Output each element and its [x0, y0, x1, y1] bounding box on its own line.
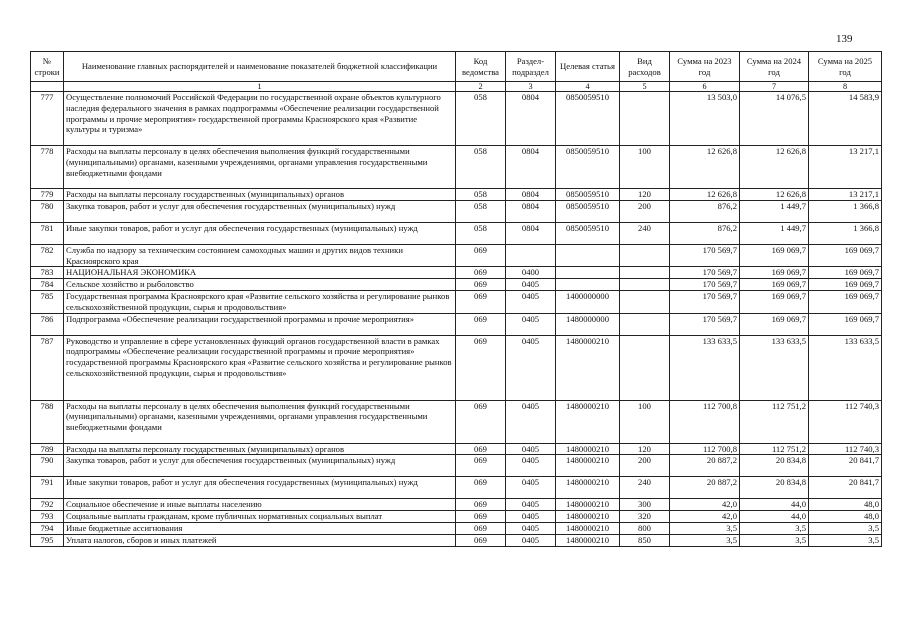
cell-expense-type: 200 [620, 200, 670, 222]
table-row [31, 534, 882, 546]
cell-row-number: 777 [31, 92, 64, 146]
cell-row-number: 792 [31, 499, 64, 511]
cell-target-article: 0850059510 [556, 189, 620, 201]
cell-expense-type: 100 [620, 146, 670, 189]
header-sum-2023: Сумма на 2023 год [670, 52, 740, 82]
cell-section: 0405 [506, 443, 556, 455]
cell-target-article [556, 267, 620, 279]
cell-target-article [556, 244, 620, 267]
cell-target-article: 0850059510 [556, 200, 620, 222]
table-row [31, 290, 882, 313]
cell-sum-2023: 112 700,8 [670, 443, 740, 455]
table-row [31, 200, 882, 222]
cell-sum-2025: 133 633,5 [809, 335, 882, 400]
cell-name: Расходы на выплаты персоналу государственных (муниципальных) органов [64, 189, 456, 201]
cell-name: Государственная программа Красноярского края «Развитие сельского хозяйства и регулирование рынков сельскохозяйственной продукции, сырья и продовольствия» [64, 290, 456, 313]
cell-sum-2023: 3,5 [670, 534, 740, 546]
cell-department-code: 069 [456, 335, 506, 400]
cell-name: Расходы на выплаты персоналу в целях обеспечения выполнения функций государственными (муниципальными) органами, казенными учреждениями, органами управления государственными внебюджетными фондами [64, 400, 456, 443]
header-department-code: Код ведомства [456, 52, 506, 82]
cell-section: 0405 [506, 511, 556, 523]
cell-sum-2023: 876,2 [670, 222, 740, 244]
cell-department-code: 058 [456, 146, 506, 189]
table-row [31, 499, 882, 511]
table-row [31, 313, 882, 335]
cell-sum-2024: 1 449,7 [740, 222, 809, 244]
cell-name: Уплата налогов, сборов и иных платежей [64, 534, 456, 546]
cell-row-number: 779 [31, 189, 64, 201]
table-row [31, 92, 882, 146]
cell-row-number: 778 [31, 146, 64, 189]
cell-target-article: 1480000210 [556, 522, 620, 534]
cell-name: Сельское хозяйство и рыболовство [64, 279, 456, 291]
cell-target-article: 1400000000 [556, 290, 620, 313]
cell-sum-2024: 112 751,2 [740, 400, 809, 443]
table-row [31, 335, 882, 400]
cell-target-article: 1480000210 [556, 511, 620, 523]
table-row [31, 146, 882, 189]
header-name: Наименование главных распорядителей и наименование показателей бюджетной классификации [64, 52, 456, 82]
cell-sum-2023: 12 626,8 [670, 146, 740, 189]
cell-target-article: 0850059510 [556, 92, 620, 146]
header-sum-2025: Сумма на 2025 год [809, 52, 882, 82]
cell-name: НАЦИОНАЛЬНАЯ ЭКОНОМИКА [64, 267, 456, 279]
cell-expense-type: 800 [620, 522, 670, 534]
cell-row-number: 780 [31, 200, 64, 222]
cell-row-number: 791 [31, 477, 64, 499]
cell-row-number: 794 [31, 522, 64, 534]
cell-department-code: 069 [456, 477, 506, 499]
cell-sum-2024: 112 751,2 [740, 443, 809, 455]
cell-sum-2025: 112 740,3 [809, 443, 882, 455]
cell-sum-2024: 44,0 [740, 511, 809, 523]
cell-sum-2025: 3,5 [809, 534, 882, 546]
cell-expense-type: 240 [620, 222, 670, 244]
column-number: 2 [456, 82, 506, 92]
cell-sum-2025: 48,0 [809, 499, 882, 511]
cell-sum-2024: 3,5 [740, 534, 809, 546]
cell-department-code: 069 [456, 455, 506, 477]
cell-sum-2023: 170 569,7 [670, 267, 740, 279]
cell-target-article: 1480000000 [556, 313, 620, 335]
cell-section: 0405 [506, 400, 556, 443]
cell-sum-2024: 44,0 [740, 499, 809, 511]
column-number: 7 [740, 82, 809, 92]
cell-row-number: 787 [31, 335, 64, 400]
cell-target-article: 1480000210 [556, 400, 620, 443]
column-number: 5 [620, 82, 670, 92]
cell-section: 0405 [506, 534, 556, 546]
cell-sum-2025: 169 069,7 [809, 244, 882, 267]
cell-row-number: 790 [31, 455, 64, 477]
cell-expense-type: 240 [620, 477, 670, 499]
cell-name: Иные закупки товаров, работ и услуг для обеспечения государственных (муниципальных) нужд [64, 477, 456, 499]
cell-section: 0405 [506, 313, 556, 335]
cell-sum-2024: 14 076,5 [740, 92, 809, 146]
table-row [31, 455, 882, 477]
cell-expense-type [620, 279, 670, 291]
cell-sum-2023: 42,0 [670, 499, 740, 511]
cell-department-code: 069 [456, 244, 506, 267]
cell-department-code: 069 [456, 400, 506, 443]
cell-sum-2024: 12 626,8 [740, 146, 809, 189]
cell-sum-2025: 20 841,7 [809, 477, 882, 499]
table-row [31, 477, 882, 499]
cell-name: Иные бюджетные ассигнования [64, 522, 456, 534]
cell-sum-2025: 169 069,7 [809, 279, 882, 291]
cell-section: 0405 [506, 477, 556, 499]
cell-expense-type: 200 [620, 455, 670, 477]
cell-target-article: 1480000210 [556, 477, 620, 499]
cell-row-number: 783 [31, 267, 64, 279]
cell-row-number: 788 [31, 400, 64, 443]
cell-sum-2024: 133 633,5 [740, 335, 809, 400]
cell-sum-2023: 112 700,8 [670, 400, 740, 443]
cell-row-number: 795 [31, 534, 64, 546]
header-row-number: № строки [31, 52, 64, 82]
table-row [31, 222, 882, 244]
cell-name: Расходы на выплаты персоналу в целях обеспечения выполнения функций государственными (муниципальными) органами, казенными учреждениями, органами управления государственными внебюджетными фондами [64, 146, 456, 189]
cell-sum-2024: 169 069,7 [740, 313, 809, 335]
cell-section: 0405 [506, 279, 556, 291]
cell-row-number: 785 [31, 290, 64, 313]
cell-sum-2023: 12 626,8 [670, 189, 740, 201]
cell-name: Закупка товаров, работ и услуг для обеспечения государственных (муниципальных) нужд [64, 200, 456, 222]
cell-sum-2023: 42,0 [670, 511, 740, 523]
cell-department-code: 058 [456, 92, 506, 146]
cell-sum-2023: 13 503,0 [670, 92, 740, 146]
cell-section: 0405 [506, 522, 556, 534]
cell-department-code: 069 [456, 534, 506, 546]
cell-target-article: 0850059510 [556, 146, 620, 189]
cell-name: Расходы на выплаты персоналу государственных (муниципальных) органов [64, 443, 456, 455]
cell-sum-2023: 876,2 [670, 200, 740, 222]
cell-name: Руководство и управление в сфере установленных функций органов государственной власти в рамках подпрограммы «Обеспечение реализации государственной программы и прочие мероприятия» государственной программы Красноярского края «Развитие сельского хозяйства и регулирование рынков сельскохозяйственной продукции, сырья и продовольствия» [64, 335, 456, 400]
column-number: 8 [809, 82, 882, 92]
cell-sum-2025: 112 740,3 [809, 400, 882, 443]
cell-sum-2024: 3,5 [740, 522, 809, 534]
table-row [31, 189, 882, 201]
cell-sum-2025: 20 841,7 [809, 455, 882, 477]
cell-sum-2023: 170 569,7 [670, 279, 740, 291]
cell-row-number: 781 [31, 222, 64, 244]
cell-expense-type [620, 244, 670, 267]
header-section: Раздел-подраздел [506, 52, 556, 82]
cell-sum-2025: 3,5 [809, 522, 882, 534]
cell-target-article: 1480000210 [556, 534, 620, 546]
cell-expense-type: 120 [620, 189, 670, 201]
header-row [31, 52, 882, 82]
cell-sum-2023: 3,5 [670, 522, 740, 534]
cell-section: 0400 [506, 267, 556, 279]
cell-section: 0804 [506, 146, 556, 189]
cell-sum-2023: 20 887,2 [670, 455, 740, 477]
cell-sum-2024: 12 626,8 [740, 189, 809, 201]
cell-sum-2024: 169 069,7 [740, 290, 809, 313]
cell-expense-type: 100 [620, 400, 670, 443]
cell-sum-2023: 170 569,7 [670, 313, 740, 335]
cell-row-number: 789 [31, 443, 64, 455]
column-number: 3 [506, 82, 556, 92]
cell-sum-2025: 48,0 [809, 511, 882, 523]
table-row [31, 267, 882, 279]
cell-department-code: 069 [456, 499, 506, 511]
cell-target-article: 1480000210 [556, 499, 620, 511]
column-number [31, 82, 64, 92]
cell-department-code: 058 [456, 200, 506, 222]
header-expense-type: Вид расходов [620, 52, 670, 82]
cell-sum-2023: 170 569,7 [670, 290, 740, 313]
cell-target-article: 1480000210 [556, 443, 620, 455]
cell-sum-2025: 1 366,8 [809, 200, 882, 222]
cell-section: 0405 [506, 335, 556, 400]
cell-sum-2023: 133 633,5 [670, 335, 740, 400]
column-number: 1 [64, 82, 456, 92]
cell-department-code: 069 [456, 522, 506, 534]
cell-target-article: 1480000210 [556, 335, 620, 400]
cell-expense-type: 850 [620, 534, 670, 546]
cell-name: Иные закупки товаров, работ и услуг для обеспечения государственных (муниципальных) нужд [64, 222, 456, 244]
table-row [31, 244, 882, 267]
table-row [31, 522, 882, 534]
cell-expense-type: 300 [620, 499, 670, 511]
cell-sum-2024: 169 069,7 [740, 279, 809, 291]
cell-sum-2025: 1 366,8 [809, 222, 882, 244]
cell-sum-2024: 20 834,8 [740, 455, 809, 477]
cell-sum-2024: 20 834,8 [740, 477, 809, 499]
cell-department-code: 058 [456, 189, 506, 201]
cell-expense-type [620, 92, 670, 146]
cell-department-code: 069 [456, 511, 506, 523]
table-row [31, 400, 882, 443]
cell-sum-2025: 14 583,9 [809, 92, 882, 146]
cell-target-article: 1480000210 [556, 455, 620, 477]
budget-table [30, 51, 882, 547]
cell-department-code: 069 [456, 443, 506, 455]
table-body [31, 92, 882, 547]
cell-expense-type [620, 290, 670, 313]
cell-section: 0804 [506, 189, 556, 201]
cell-department-code: 069 [456, 290, 506, 313]
cell-row-number: 793 [31, 511, 64, 523]
cell-expense-type [620, 267, 670, 279]
cell-department-code: 069 [456, 267, 506, 279]
cell-name: Осуществление полномочий Российской Федерации по государственной охране объектов культурного наследия федерального значения в рамках подпрограммы «Обеспечение реализации государственной программы и прочие мероприятия» государственной программы Красноярского края «Развитие культуры и туризма» [64, 92, 456, 146]
cell-section: 0405 [506, 290, 556, 313]
cell-sum-2024: 169 069,7 [740, 267, 809, 279]
column-number-row [31, 82, 882, 92]
cell-row-number: 786 [31, 313, 64, 335]
cell-expense-type: 120 [620, 443, 670, 455]
cell-sum-2025: 169 069,7 [809, 267, 882, 279]
cell-section [506, 244, 556, 267]
cell-department-code: 069 [456, 279, 506, 291]
cell-section: 0804 [506, 200, 556, 222]
cell-sum-2025: 169 069,7 [809, 313, 882, 335]
cell-row-number: 784 [31, 279, 64, 291]
table-row [31, 511, 882, 523]
cell-section: 0804 [506, 222, 556, 244]
column-number: 6 [670, 82, 740, 92]
table-row [31, 443, 882, 455]
header-sum-2024: Сумма на 2024 год [740, 52, 809, 82]
cell-name: Служба по надзору за техническим состоянием самоходных машин и других видов техники Красноярского края [64, 244, 456, 267]
cell-section: 0405 [506, 499, 556, 511]
cell-row-number: 782 [31, 244, 64, 267]
cell-target-article: 0850059510 [556, 222, 620, 244]
cell-expense-type [620, 335, 670, 400]
column-number: 4 [556, 82, 620, 92]
cell-sum-2025: 13 217,1 [809, 146, 882, 189]
cell-sum-2025: 169 069,7 [809, 290, 882, 313]
cell-sum-2023: 20 887,2 [670, 477, 740, 499]
cell-section: 0804 [506, 92, 556, 146]
cell-sum-2024: 169 069,7 [740, 244, 809, 267]
cell-expense-type [620, 313, 670, 335]
cell-department-code: 058 [456, 222, 506, 244]
header-target-article: Целевая статья [556, 52, 620, 82]
cell-expense-type: 320 [620, 511, 670, 523]
cell-name: Закупка товаров, работ и услуг для обеспечения государственных (муниципальных) нужд [64, 455, 456, 477]
cell-section: 0405 [506, 455, 556, 477]
page-number: 139 [836, 33, 853, 45]
table-row [31, 279, 882, 291]
cell-department-code: 069 [456, 313, 506, 335]
cell-name: Социальные выплаты гражданам, кроме публичных нормативных социальных выплат [64, 511, 456, 523]
cell-target-article [556, 279, 620, 291]
cell-name: Социальное обеспечение и иные выплаты населению [64, 499, 456, 511]
cell-sum-2025: 13 217,1 [809, 189, 882, 201]
cell-sum-2024: 1 449,7 [740, 200, 809, 222]
cell-name: Подпрограмма «Обеспечение реализации государственной программы и прочие мероприятия» [64, 313, 456, 335]
cell-sum-2023: 170 569,7 [670, 244, 740, 267]
